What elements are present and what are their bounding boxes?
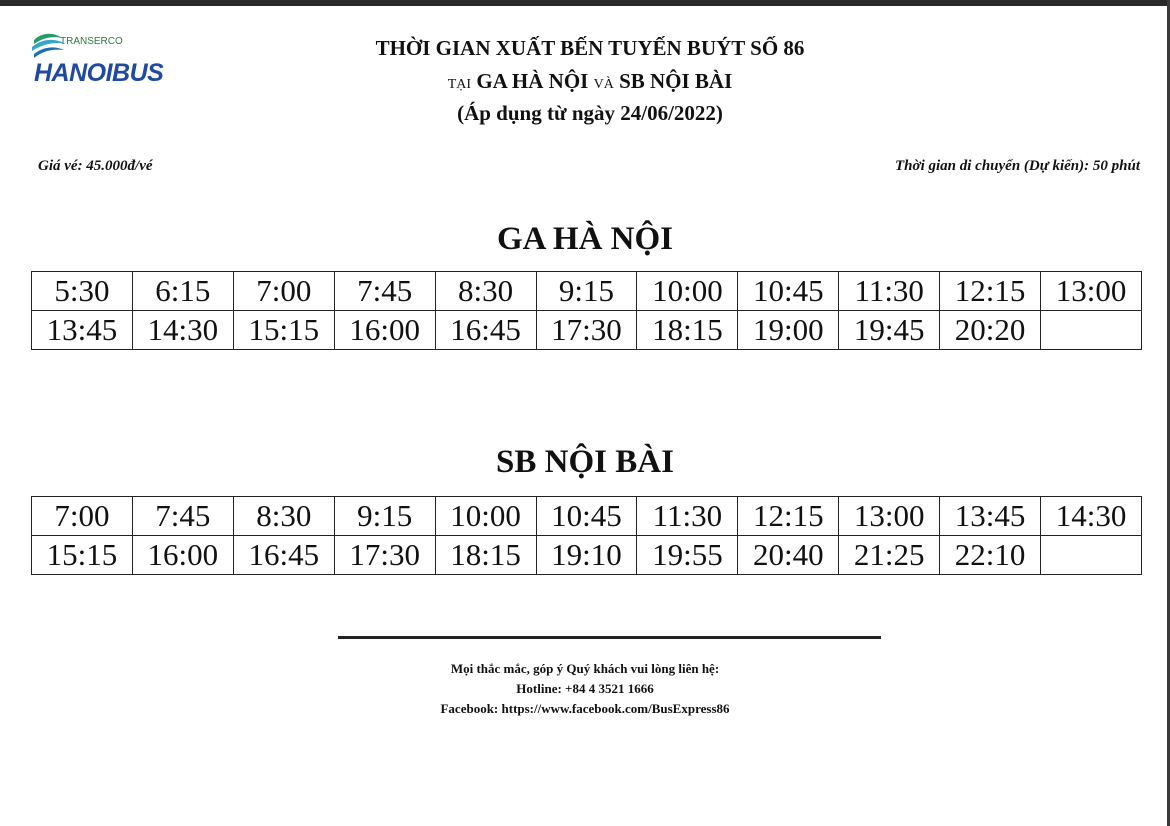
effective-date: (Áp dụng từ ngày 24/06/2022) <box>457 101 723 125</box>
departure-time-cell: 16:00 <box>132 536 233 575</box>
page-top-border <box>0 0 1170 6</box>
page-title: THỜI GIAN XUẤT BẾN TUYẾN BUÝT SỐ 86 <box>375 36 805 60</box>
departure-time-cell: 16:45 <box>435 311 536 350</box>
subtitle-stop-1: GA HÀ NỘI <box>476 69 589 93</box>
departure-time-cell <box>1041 536 1142 575</box>
departure-time-cell: 13:45 <box>940 497 1041 536</box>
footer-divider <box>338 636 881 639</box>
departure-time-cell: 10:00 <box>637 272 738 311</box>
page-subtitle <box>340 69 840 94</box>
departure-time-cell: 16:00 <box>334 311 435 350</box>
departure-time-cell: 21:25 <box>839 536 940 575</box>
departure-time-cell: 19:00 <box>738 311 839 350</box>
departure-time-cell: 7:00 <box>233 272 334 311</box>
departure-time-cell: 10:45 <box>536 497 637 536</box>
schedule-table-ga-ha-noi <box>31 271 1142 350</box>
departure-time-cell: 14:30 <box>132 311 233 350</box>
travel-duration: Thời gian di chuyển (Dự kiến): 50 phút <box>895 158 1140 174</box>
departure-time-cell: 10:00 <box>435 497 536 536</box>
logo-main-text: HANOIBUS <box>34 59 164 87</box>
table-row <box>32 311 1142 350</box>
ticket-price: Giá vé: 45.000đ/vé <box>38 158 153 174</box>
departure-time-cell: 18:15 <box>637 311 738 350</box>
departure-time-cell: 19:45 <box>839 311 940 350</box>
departure-time-cell: 15:15 <box>32 536 133 575</box>
departure-time-cell: 6:15 <box>132 272 233 311</box>
departure-time-cell: 9:15 <box>334 497 435 536</box>
subtitle-stop-2: SB NỘI BÀI <box>619 69 733 93</box>
departure-time-cell: 12:15 <box>738 497 839 536</box>
departure-time-cell: 7:45 <box>132 497 233 536</box>
departure-time-cell: 13:00 <box>839 497 940 536</box>
departure-time-cell: 5:30 <box>32 272 133 311</box>
subtitle-prefix: TẠI <box>447 77 472 92</box>
footer-contact-note: Mọi thắc mắc, góp ý Quý khách vui lòng liên hệ: <box>450 661 720 676</box>
departure-time-cell: 20:40 <box>738 536 839 575</box>
table-row <box>32 272 1142 311</box>
departure-time-cell <box>1041 311 1142 350</box>
schedule-table-sb-noi-bai <box>31 496 1142 575</box>
departure-time-cell: 22:10 <box>940 536 1041 575</box>
departure-time-cell: 7:45 <box>334 272 435 311</box>
departure-time-cell: 18:15 <box>435 536 536 575</box>
hanoibus-logo <box>32 30 232 92</box>
section-title-ga-ha-noi: GA HÀ NỘI <box>496 221 674 257</box>
departure-time-cell: 11:30 <box>637 497 738 536</box>
departure-time-cell: 13:45 <box>32 311 133 350</box>
section-title-sb-noi-bai: SB NỘI BÀI <box>496 444 674 480</box>
departure-time-cell: 15:15 <box>233 311 334 350</box>
departure-time-cell: 17:30 <box>536 311 637 350</box>
footer-hotline: Hotline: +84 4 3521 1666 <box>516 681 654 696</box>
departure-time-cell: 8:30 <box>233 497 334 536</box>
departure-time-cell: 13:00 <box>1041 272 1142 311</box>
departure-time-cell: 11:30 <box>839 272 940 311</box>
departure-time-cell: 20:20 <box>940 311 1041 350</box>
subtitle-conjunction: VÀ <box>593 77 614 92</box>
footer-facebook: Facebook: https://www.facebook.com/BusExpress86 <box>440 701 730 716</box>
logo-small-text: TRANSERCO <box>60 36 123 47</box>
table-row <box>32 536 1142 575</box>
departure-time-cell: 19:10 <box>536 536 637 575</box>
departure-time-cell: 7:00 <box>32 497 133 536</box>
departure-time-cell: 17:30 <box>334 536 435 575</box>
departure-time-cell: 19:55 <box>637 536 738 575</box>
departure-time-cell: 12:15 <box>940 272 1041 311</box>
departure-time-cell: 16:45 <box>233 536 334 575</box>
departure-time-cell: 8:30 <box>435 272 536 311</box>
table-row <box>32 497 1142 536</box>
departure-time-cell: 14:30 <box>1041 497 1142 536</box>
departure-time-cell: 9:15 <box>536 272 637 311</box>
departure-time-cell: 10:45 <box>738 272 839 311</box>
